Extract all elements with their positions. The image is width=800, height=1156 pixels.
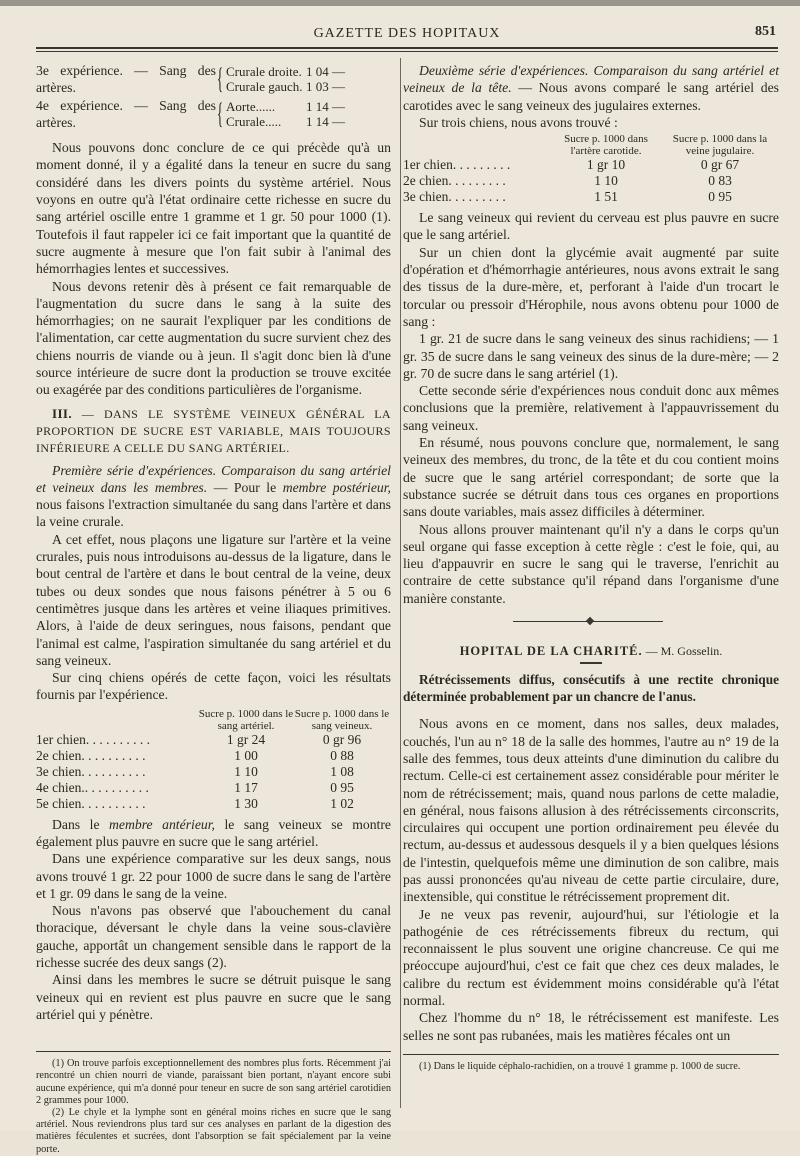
paragraph: Sur un chien dont la glycémie avait augmenté par suite d'opération et d'hémorrhagie antérieures, nous avons extrait le sang des tissus de la dure-mère, et, perforant à l'aide d'un trocart le torcular ou pressoir d'Hérophile, nous avons obtenu pour 1000 de sang : [403, 244, 779, 329]
experiment-row: Crurale..... 1 14 — [226, 113, 345, 129]
paragraph: Je ne veux pas revenir, aujourd'hui, sur l'étiologie et la pathogénie de ces rétrécissements fibreux du rectum, qui reconnaissent le plus souvent une origine chancreuse. Ce qui me préoccupe aujourd'hui, c'est ce fait que chez ces deux malades, le calibre du rectum est évidemment moins considérable qu'à l'état normal. [403, 906, 779, 1009]
table-row: 1er chien. . . . . . . . . . 1 gr 24 0 gr 96 [36, 731, 362, 747]
header-rule-thick [36, 47, 778, 49]
section-heading: III. — DANS LE SYSTÈME VEINEUX GÉNÉRAL LA PROPORTION DE SUCRE EST VARIABLE, MAIS TOUJOURS INFÉRIEURE A CELLE DU SANG ARTÉRIEL. [36, 405, 391, 456]
footnote-rule [36, 1051, 391, 1052]
paragraph: Cette seconde série d'expériences nous conduit donc aux mêmes conclusions que la première, relativement à l'appauvrissement du sang veineux. [403, 383, 779, 433]
experiment-3: 3e expérience. — Sang des artères. { Crurale droite. 1 04 — Crurale gauch. 1 03 — [36, 62, 391, 97]
experiment-label: 3e expérience. — Sang des artères. [36, 63, 216, 96]
experiment-row: Crurale droite. 1 04 — [226, 64, 345, 80]
paragraph: Nous allons prouver maintenant qu'il n'y a dans le corps qu'un seul organe qui fasse exception à cette règle : c'est le foie, qui, au lieu d'appauvrir en sucre le sang qui le traverse, l'enrichit au contraire de cette substance qu'il répand dans l'organisme d'une manière constante. [403, 521, 779, 606]
table-row: 3e chien. . . . . . . . . . 1 10 1 08 [36, 763, 354, 779]
experiment-4: 4e expérience. — Sang des artères. { Aorte...... 1 14 — Crurale..... 1 14 — [36, 97, 391, 132]
table-header: Sucre p. 1000 dans la veine jugulaire. [672, 133, 768, 158]
paragraph: Ainsi dans les membres le sucre se détruit puisque le sang veineux qui en revient est plus pauvre en sucre que le sang artériel qui y pénètre. [36, 972, 391, 1022]
table-row: 2e chien. . . . . . . . . . 1 00 0 88 [36, 747, 354, 763]
limb-sugar-table [36, 708, 390, 812]
table-row: 5e chien. . . . . . . . . . 1 30 1 02 [36, 795, 354, 811]
right-column [403, 62, 779, 1073]
experiment-row: Crurale gauch. 1 03 — [226, 79, 345, 95]
top-edge [0, 0, 800, 6]
table-header: Sucre p. 1000 dans l'artère carotide. [564, 133, 648, 158]
paragraph: Le sang veineux qui revient du cerveau est plus pauvre en sucre que le sang artériel. [403, 210, 779, 243]
header-rule-thin [36, 51, 778, 52]
column-divider [400, 58, 401, 1108]
footnote: (2) Le chyle et la lymphe sont en général moins riches en sucre que le sang artériel. Nous reviendrons plus tard sur ces analyses en parlant de la digestion des matières féculentes et sucrées, dont l'absorption se fait spécialement par la veine porte. [36, 1107, 391, 1155]
section-separator [403, 613, 779, 629]
paragraph: En résumé, nous pouvons conclure que, normalement, le sang veineux des membres, du tronc, de la tête et du cou contient moins de sucre que le sang artériel correspondant; de sorte que la substance sucrée se détruit dans tous ces organes en proportions sans doute variables, mais assez difficiles à déterminer. [403, 435, 779, 520]
paragraph: Dans le membre antérieur, le sang veineux se montre également plus pauvre en sucre que le sang artériel. [36, 816, 391, 849]
page-number: 851 [755, 24, 776, 39]
footnote: (1) On trouve parfois exceptionnellement des nombres plus forts. Récemment j'ai rencontré un chien nourri de viande, paraissant bien portant, n'ayant encore subi aucune expérience, qui m'a donné pour teneur en sucre de son sang artériel carotidien 2 grammes pour 1000. [36, 1058, 391, 1106]
paragraph: Deuxième série d'expériences. Comparaison du sang artériel et veineux de la tête. — Nous avons comparé le sang artériel des carotides avec le sang veineux des jugulaires externes. [403, 63, 779, 113]
table-row: 2e chien. . . . . . . . . 1 10 0 83 [403, 173, 732, 189]
footnote-rule [403, 1054, 779, 1055]
table-row: 3e chien. . . . . . . . . 1 51 0 95 [403, 189, 732, 205]
paragraph: Chez l'homme du n° 18, le rétrécissement est manifeste. Les selles ne sont pas rubanées, mais les matières fécales ont un [403, 1010, 779, 1043]
heading-rule [580, 662, 602, 664]
paragraph: Dans une expérience comparative sur les deux sangs, nous avons trouvé 1 gr. 22 pour 1000 de sucre dans le sang de l'artère et 1 gr. 09 dans le sang de la veine. [36, 851, 391, 901]
article-title: Rétrécissements diffus, consécutifs à une rectite chronique déterminée probablement par un chancre de l'anus. [403, 672, 779, 704]
paragraph: Nous devons retenir dès à présent ce fait remarquable de l'augmentation du sucre dans le sang à la suite des hémorrhagies; on ne saurait l'expliquer par les conditions de l'alimentation, car cette augmentation du sucre survient chez des chiens nourris de viande ou à jeun. Il s'agit donc bien là d'une source intérieure de sucre dont la production se trouve excitée ou exagérée par des conditions particulières de l'organisme. [36, 278, 391, 398]
table-header: Sucre p. 1000 dans le sang veineux. [294, 707, 390, 732]
paragraph: Nous avons en ce moment, dans nos salles, deux malades, couchés, l'un au n° 18 de la salle des hommes, l'autre au n° 19 de la salle des femmes, tous deux atteints d'une diminution du calibre du rectum. Celle-ci est certainement assez considérable pour mériter le nom de rétrécissement; mais, quand nous parlons de cette maladie, en général, nous faisons allusion à des rétrécissements circonscrits, circulaires qui occupent une portion ordinairement peu élevée du rectum, au-dessus et audessous desquels il y a bien quelques lésions de l'intestin, quelquefois même une diminution de son calibre, mais pas aussi prononcées qu'au niveau de cette partie circulaire, dure, inextensible, qui constitue le rétrécissement proprement dit. [403, 716, 779, 905]
journal-title: GAZETTE DES HOPITAUX [313, 26, 501, 41]
experiment-label: 4e expérience. — Sang des artères. [36, 97, 216, 130]
page-header [36, 26, 778, 44]
table-row: 1er chien. . . . . . . . . 1 gr 10 0 gr 67 [403, 157, 740, 173]
hospital-heading: HOPITAL DE LA CHARITÉ. — M. Gosselin. [459, 644, 723, 659]
table-header: Sucre p. 1000 dans le sang artériel. [198, 707, 294, 732]
paragraph: Première série d'expériences. Comparaison du sang artériel et veineux dans les membres. — Pour le membre postérieur, nous faisons l'extraction simultanée du sang dans l'artère et dans la veine crurale. [36, 462, 391, 530]
table-row: 4e chien.. . . . . . . . . . 1 17 0 95 [36, 779, 354, 795]
paragraph: Nous n'avons pas observé que l'abouchement du canal thoracique, déversant le chyle dans la veine sous-clavière gauche, apportât un changement sensible dans le rapport de la richesse sucrée des deux sangs (2). [36, 903, 391, 971]
paragraph: Sur trois chiens, nous avons trouvé : [419, 114, 618, 130]
paragraph: Sur cinq chiens opérés de cette façon, voici les résultats fournis par l'expérience. [36, 670, 391, 703]
experiment-row: Aorte...... 1 14 — [226, 98, 345, 114]
paragraph: A cet effet, nous plaçons une ligature sur l'artère et la veine crurales, puis nous introduisons au-dessus de la ligature, dans le bout central de l'artère et dans le bout central de la veine, deux tubes ou deux sondes que nous faisons pénétrer à 5 ou 6 centimètres jusque dans les artères et veine iliaques primitives. Alors, à l'aide de deux seringues, nous faisons, pendant que l'animal est calme, l'aspiration simultanée du sang artériel et du sang veineux. [36, 531, 391, 668]
footnote: (1) Dans le liquide céphalo-rachidien, on a trouvé 1 gramme p. 1000 de sucre. [419, 1060, 741, 1072]
paragraph: Nous pouvons donc conclure de ce qui précède qu'à un moment donné, il y a égalité dans la teneur en sucre du sang considéré dans les divers points du système artériel. Nous voyons en outre qu'à l'état ordinaire cette richesse en sucre du sang artériel oscille entre 1 gramme et 1 gr. 50 pour 1000 (1). Toutefois il faut rappeler ici ce fait important que la quantité de sucre augmente à mesure que l'on fait subir à l'animal des hémorrhagies lentes et successives. [36, 140, 391, 277]
left-column [36, 62, 391, 1156]
paragraph: 1 gr. 21 de sucre dans le sang veineux des sinus rachidiens; — 1 gr. 35 de sucre dans le sang veineux des sinus de la dure-mère; — 2 gr. 70 de sucre dans le sang artériel (1). [403, 331, 779, 381]
head-sugar-table [403, 133, 779, 205]
